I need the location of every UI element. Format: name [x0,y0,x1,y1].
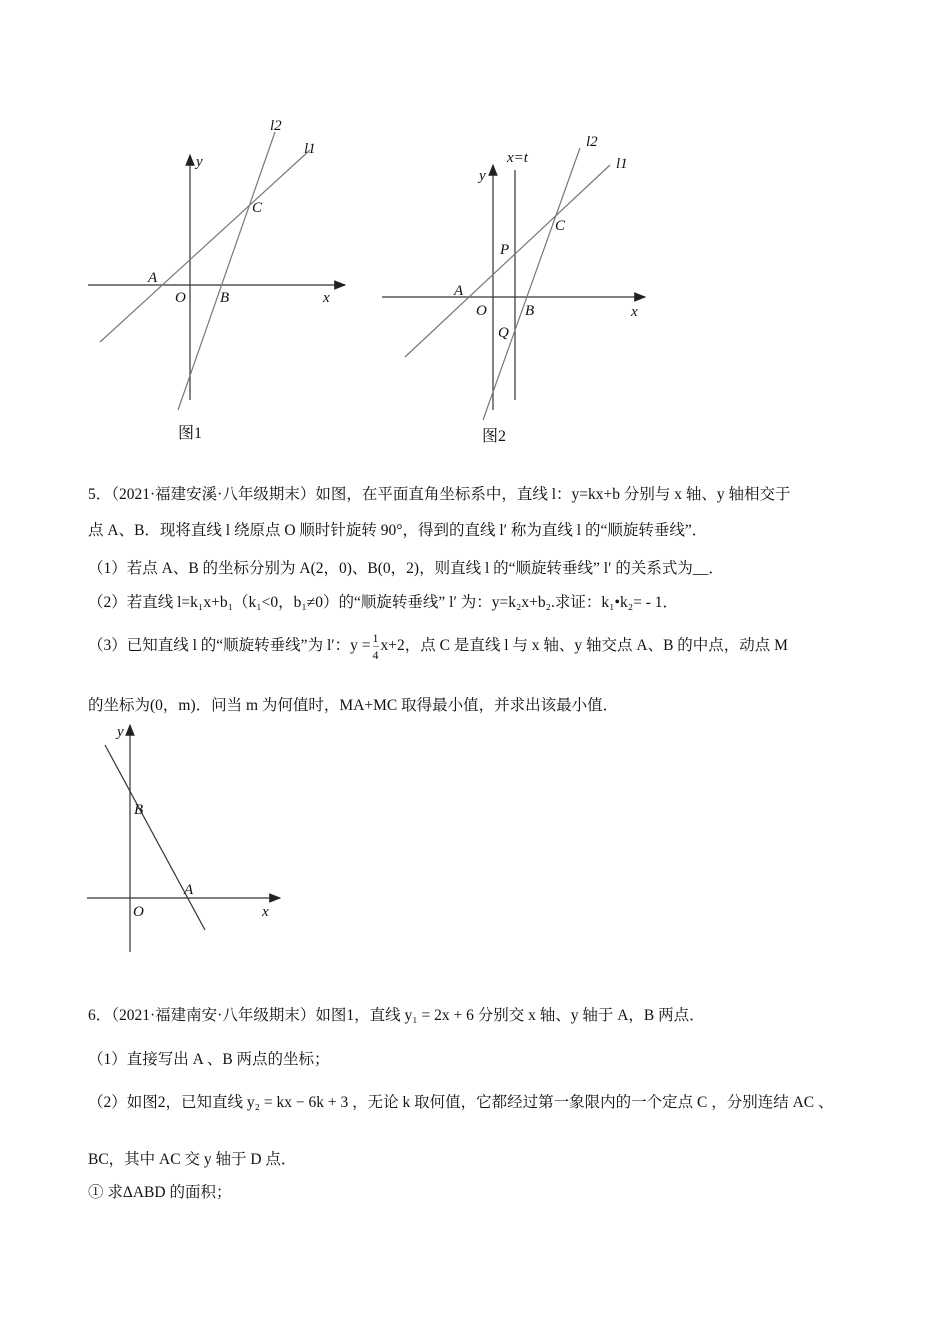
figure-1-caption: 图1 [178,425,203,442]
label-C: C [555,218,566,234]
figure-2-caption: 图2 [482,428,507,445]
figure-3 [87,725,280,952]
label-Q: Q [498,325,509,341]
label-O: O [175,290,186,306]
label-l2: l2 [270,118,282,134]
q5-part2: （2）若直线 l=k₁x+b₁（k₁<0，b₁≠0）的“顺旋转垂线” l′ 为：y=k₂x+b₂.求证：k₁•k₂= - 1． [88,594,679,611]
label-y: y [196,154,203,170]
q5-stem-line1: 5．（2021·福建安溪·八年级期末）如图，在平面直角坐标系中，直线 l：y=kx+b 分别与 x 轴、y 轴相交于 [88,486,791,503]
label-O: O [476,303,487,319]
label-A: A [454,283,464,299]
label-y: y [479,168,486,184]
line-l2 [178,132,275,410]
q6-part2: （2）如图2，已知直线 y₂ = kx − 6k + 3 ，无论 k 取何值，它都经过第一象限内的一个定点 C ，分别连结 AC 、 [88,1094,834,1111]
label-l1: l1 [304,141,316,157]
q5-part3-before: （3）已知直线 l 的“顺旋转垂线”为 l′：y = [88,637,371,655]
label-B: B [525,303,535,319]
label-x-equals-t: x=t [507,150,528,166]
figure-1 [88,132,345,410]
denominator: 4 [372,648,379,662]
numerator: 1 [372,631,379,645]
line-l2 [483,148,580,420]
q6-part1: （1）直接写出 A 、B 两点的坐标； [88,1051,330,1068]
label-A: A [148,270,158,286]
label-x: x [631,304,638,320]
q6-part2-line2: BC，其中 AC 交 y 轴于 D 点． [88,1151,297,1168]
line-l [105,745,205,930]
label-A: A [184,882,194,898]
label-x: x [323,290,330,306]
q6-sub1: ① 求ΔABD 的面积； [88,1184,232,1201]
label-x: x [262,904,269,920]
label-B: B [134,802,144,818]
q6-stem: 6．（2021·福建南安·八年级期末）如图1，直线 y₁ = 2x + 6 分别交 x 轴、y 轴于 A，B 两点． [88,1007,705,1024]
label-C: C [252,200,263,216]
label-P: P [500,242,510,258]
fraction [373,630,379,663]
q5-part3 [88,630,788,663]
line-l1 [100,150,310,342]
q5-stem-line2: 点 A、B．现将直线 l 绕原点 O 顺时针旋转 90°，得到的直线 l′ 称为直线 l 的“顺旋转垂线”． [88,522,708,539]
figure-2 [382,148,645,420]
label-B: B [220,290,230,306]
q5-part1: （1）若点 A、B 的坐标分别为 A(2，0)、B(0，2)，则直线 l 的“顺旋转垂线” l′ 的关系式为__． [88,560,724,577]
label-O: O [133,904,144,920]
label-l1: l1 [616,156,628,172]
q5-part3-after: x+2，点 C 是直线 l 与 x 轴、y 轴交点 A、B 的中点，动点 M [380,637,788,655]
q5-part3-line2: 的坐标为(0，m)．问当 m 为何值时，MA+MC 取得最小值，并求出该最小值． [88,697,619,714]
label-y: y [117,724,124,740]
label-l2: l2 [586,134,598,150]
